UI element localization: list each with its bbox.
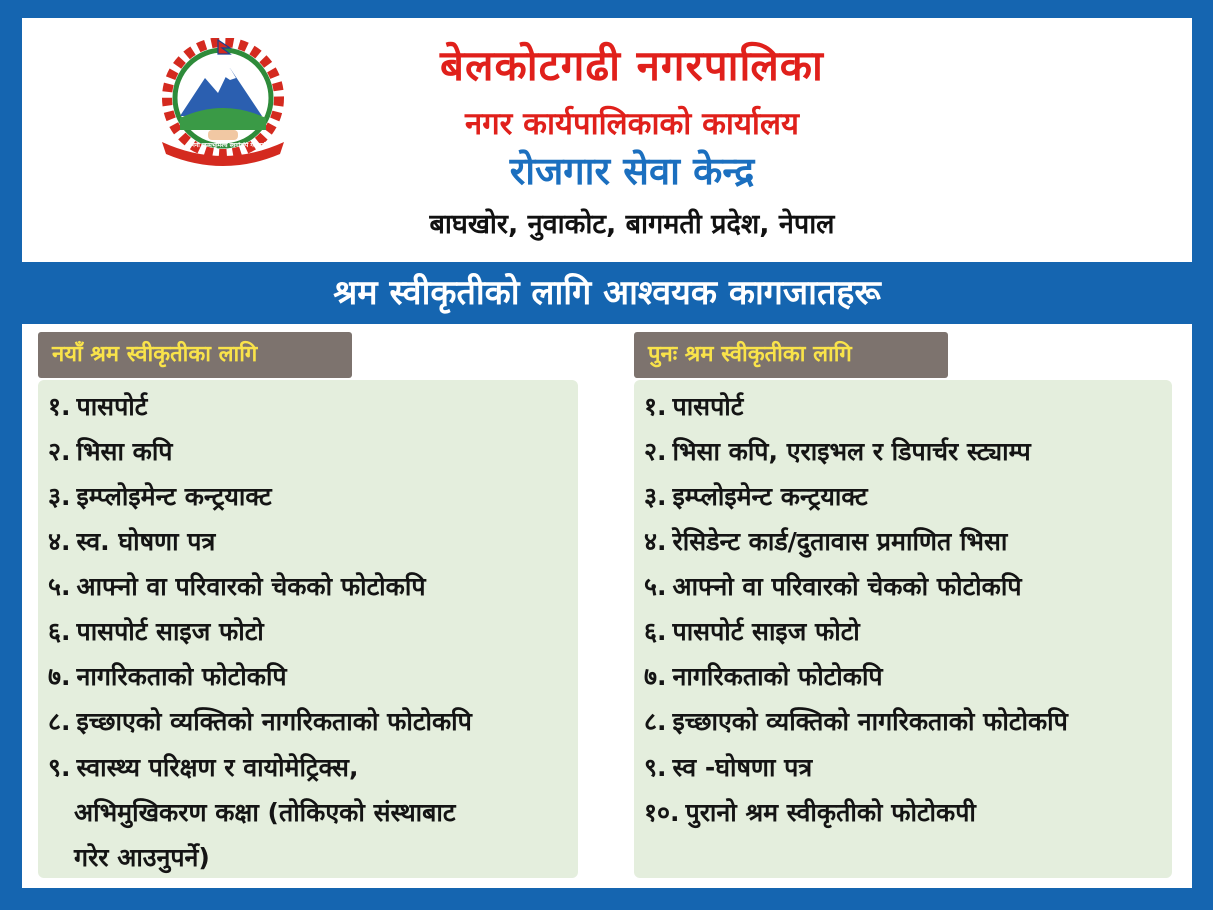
list-item: ७. नागरिकताको फोटोकपि — [48, 662, 287, 691]
list-item: ६. पासपोर्ट साइज फोटो — [644, 617, 860, 646]
list-item: ६. पासपोर्ट साइज फोटो — [48, 617, 264, 646]
new-permit-list-box — [38, 380, 578, 878]
list-item: ८. इच्छाएको व्यक्तिको नागरिकताको फोटोकपि — [48, 707, 472, 736]
documents-banner: श्रम स्वीकृतीको लागि आश्वयक कागजातहरू — [22, 262, 1192, 324]
list-item: ८. इच्छाएको व्यक्तिको नागरिकताको फोटोकपि — [644, 707, 1068, 736]
poster — [22, 18, 1192, 888]
list-item: २. भिसा कपि — [48, 437, 173, 466]
list-item-continuation: गरेर आउनुपर्ने) — [74, 843, 210, 872]
list-item: ५. आफ्नो वा परिवारको चेकको फोटोकपि — [48, 572, 426, 601]
renewal-permit-heading: पुनः श्रम स्वीकृतीका लागि — [634, 332, 948, 378]
renewal-permit-list-box — [634, 380, 1172, 878]
new-permit-heading: नयाँ श्रम स्वीकृतीका लागि — [38, 332, 352, 378]
employment-center-name: रोजगार सेवा केन्द्र — [509, 149, 755, 193]
address: बाघखोर, नुवाकोट, बागमती प्रदेश, नेपाल — [429, 209, 835, 240]
municipality-name: बेलकोटगढी नगरपालिका — [440, 41, 824, 90]
list-item: ९. स्व -घोषणा पत्र — [644, 753, 813, 782]
office-name: नगर कार्यपालिकाको कार्यालय — [465, 106, 799, 142]
list-item: ४. रेसिडेन्ट कार्ड/दुतावास प्रमाणित भिसा — [644, 527, 1008, 556]
list-item-continuation: अभिमुखिकरण कक्षा (तोकिएको संस्थाबाट — [74, 798, 456, 827]
emblem-motto: जननी जन्मभूमिश्च स्वर्गादपि गरीयसी — [187, 142, 267, 149]
list-item: ३. इम्प्लोइमेन्ट कन्ट्रयाक्ट — [644, 482, 868, 511]
list-item: २. भिसा कपि, एराइभल र डिपार्चर स्ट्याम्प — [644, 437, 1031, 466]
list-item: ७. नागरिकताको फोटोकपि — [644, 662, 883, 691]
list-item: ३. इम्प्लोइमेन्ट कन्ट्रयाक्ट — [48, 482, 272, 511]
list-item: १०. पुरानो श्रम स्वीकृतीको फोटोकपी — [644, 798, 976, 827]
list-item: ९. स्वास्थ्य परिक्षण र वायोमेट्रिक्स, — [48, 753, 359, 782]
list-item: १. पासपोर्ट — [48, 392, 148, 421]
list-item: ४. स्व. घोषणा पत्र — [48, 527, 216, 556]
list-item: ५. आफ्नो वा परिवारको चेकको फोटोकपि — [644, 572, 1022, 601]
list-item: १. पासपोर्ट — [644, 392, 744, 421]
